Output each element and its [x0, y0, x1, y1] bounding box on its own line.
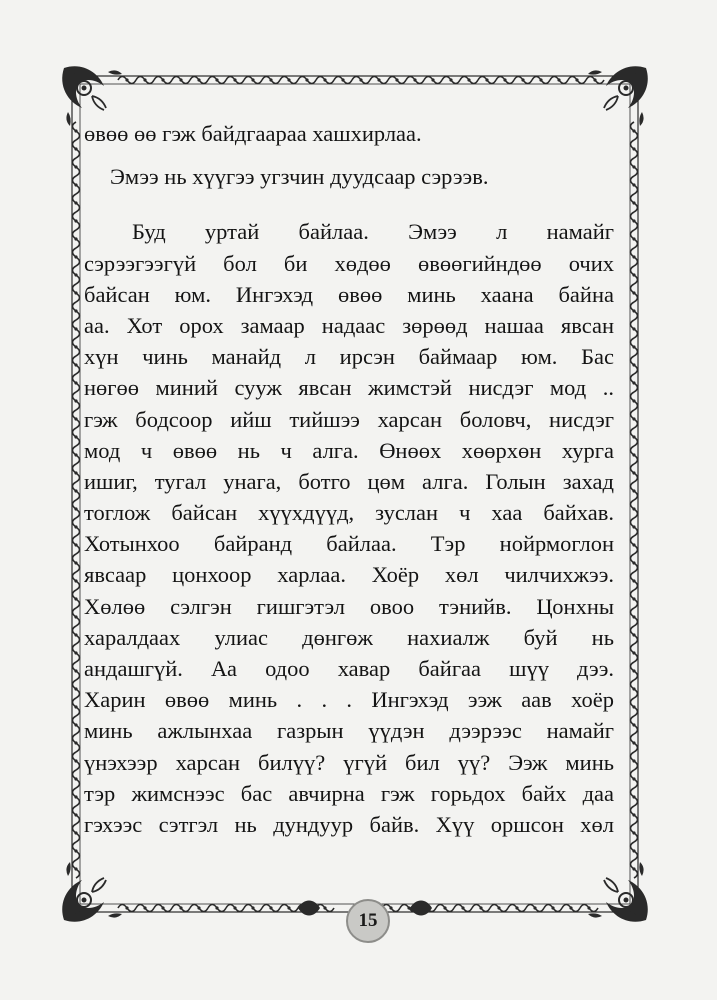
text-line: Хотынхоо байранд байлаа. Тэр нойрмоглон	[84, 531, 614, 557]
text-line: үнэхээр харсан билүү? үгүй бил үү? Ээж минь	[84, 749, 614, 775]
text-line: Эмээ нь хүүгээ угзчин дуудсаар сэрээв.	[110, 164, 489, 190]
page-number-badge	[346, 899, 390, 943]
text-line: ишиг, тугал унага, ботго цөм алга. Голын захад	[84, 468, 614, 494]
text-line: минь ажлынхаа газрын үүдэн дээрээс намайг	[84, 718, 614, 744]
paragraph-first-line: Буд уртай байлаа. Эмээ л намайг	[132, 219, 614, 245]
text-line: Хөлөө сэлгэн гишгэтэл овоо тэнийв. Цонхны	[84, 593, 614, 619]
text-line: андашгүй. Аа одоо хавар байгаа шүү дээ.	[84, 656, 614, 681]
text-line: аа. Хот орох замаар надаас зөрөөд нашаа явсан	[84, 312, 614, 338]
text-line: хүн чинь манайд л ирсэн баймаар юм. Бас	[84, 344, 614, 370]
flourish-corner-icon	[62, 862, 122, 922]
text-line: явсаар цонхоор харлаа. Хоёр хөл чилчихжээ.	[84, 562, 614, 588]
body-text	[84, 118, 614, 840]
flourish-corner-icon	[588, 862, 648, 922]
text-line: гэж бодсоор ийш тийшээ харсан боловч, нисдэг	[84, 406, 614, 432]
text-line: тэр жимснээс бас авчирна гэж горьдох байх даа	[84, 780, 614, 806]
text-line: сэрээгээгүй бол би хөдөө өвөөгийндөө очих	[84, 250, 614, 276]
text-line: тоглож байсан хүүхдүүд, зуслан ч хаа байхав.	[84, 500, 614, 526]
text-line: нөгөө миний сууж явсан жимстэй нисдэг мод ..	[84, 375, 614, 401]
text-line: харалдаах улиас дөнгөж нахиалж буй нь	[84, 624, 614, 650]
page-number: 15	[358, 910, 378, 931]
text-line: өвөө өө гэж байдгаараа хашхирлаа.	[84, 121, 422, 146]
text-line: гэхээс сэтгэл нь дундуур байв. Хүү оршсон хөл	[84, 811, 614, 837]
text-line: Харин өвөө минь . . . Ингэхэд ээж аав хоёр	[84, 687, 614, 713]
text-line: байсан юм. Ингэхэд өвөө минь хаана байна	[84, 281, 614, 307]
text-line: мод ч өвөө нь ч алга. Өнөөх хөөрхөн хурга	[84, 437, 614, 463]
